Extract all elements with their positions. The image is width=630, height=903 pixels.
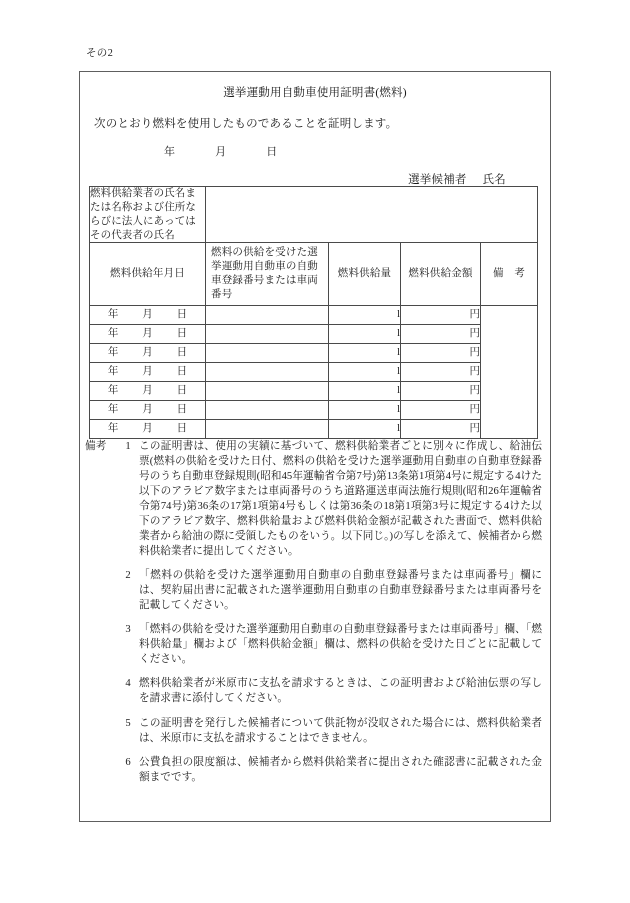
note-item <box>85 716 542 746</box>
document-frame <box>79 71 551 822</box>
candidate-name-label: 氏名 <box>482 174 506 186</box>
cell-fuel-amount[interactable]: 円 <box>401 324 481 343</box>
note-item <box>85 439 542 559</box>
date-part-year: 年 <box>107 422 119 434</box>
date-part-month: 月 <box>142 327 153 339</box>
note-number: 2 <box>125 570 131 582</box>
header-fuel-amount: 燃料供給金額 <box>401 243 481 305</box>
cell-fuel-amount[interactable]: 円 <box>401 400 481 419</box>
header-supply-date: 燃料供給年月日 <box>90 243 206 305</box>
note-text: 「燃料の供給を受けた選挙運動用自動車の自動車登録番号または車両番号」欄には、契約届出書に記載された選挙運動用自動車の自動車登録番号または車両番号を記載してください。 <box>139 570 542 612</box>
note-number: 3 <box>125 624 131 636</box>
date-month-label: 月 <box>215 146 227 158</box>
cell-fuel-quantity[interactable]: l <box>329 381 401 400</box>
page-label: その2 <box>86 48 114 59</box>
date-part-month: 月 <box>142 403 153 415</box>
date-part-day: 日 <box>176 308 188 320</box>
date-part-day: 日 <box>176 346 188 358</box>
table-row <box>90 419 538 438</box>
cell-supply-date[interactable] <box>90 381 206 400</box>
note-number: 5 <box>125 717 131 729</box>
cell-fuel-quantity[interactable]: l <box>329 305 401 324</box>
cell-supply-date[interactable] <box>90 419 206 438</box>
document-title: 選挙運動用自動車使用証明書(燃料) <box>223 87 407 99</box>
header-remarks: 備 考 <box>481 243 538 305</box>
date-year-label: 年 <box>164 146 176 158</box>
table-row <box>90 324 538 343</box>
note-item <box>85 755 542 785</box>
date-part-day: 日 <box>176 327 188 339</box>
cell-vehicle-number[interactable] <box>206 400 329 419</box>
cell-supply-date[interactable] <box>90 324 206 343</box>
note-number: 4 <box>125 678 131 690</box>
date-line <box>164 143 277 159</box>
date-part-year: 年 <box>107 327 119 339</box>
notes-label: 備考 <box>85 441 107 452</box>
cell-fuel-quantity[interactable]: l <box>329 343 401 362</box>
header-vehicle-number: 燃料の供給を受けた選挙運動用自動車の自動車登録番号または車両番号 <box>206 243 329 305</box>
cell-vehicle-number[interactable] <box>206 381 329 400</box>
supplier-row <box>90 187 538 243</box>
cell-supply-date[interactable] <box>90 400 206 419</box>
date-part-year: 年 <box>107 403 119 415</box>
cell-vehicle-number[interactable] <box>206 305 329 324</box>
cell-fuel-amount[interactable]: 円 <box>401 305 481 324</box>
table-row <box>90 305 538 324</box>
cell-remarks[interactable] <box>481 305 538 438</box>
table-row <box>90 381 538 400</box>
note-item <box>85 568 542 613</box>
date-part-year: 年 <box>107 365 119 377</box>
cell-fuel-quantity[interactable]: l <box>329 400 401 419</box>
cell-supply-date[interactable] <box>90 343 206 362</box>
date-part-year: 年 <box>107 346 119 358</box>
cell-vehicle-number[interactable] <box>206 343 329 362</box>
supplier-label-cell: 燃料供給業者の氏名または名称および住所ならびに法人にあってはその代表者の氏名 <box>90 187 206 243</box>
date-part-day: 日 <box>176 422 188 434</box>
note-number: 6 <box>125 756 131 768</box>
candidate-line <box>408 171 506 187</box>
header-fuel-quantity: 燃料供給量 <box>329 243 401 305</box>
date-part-month: 月 <box>142 308 153 320</box>
note-item <box>85 676 542 706</box>
date-part-month: 月 <box>142 422 153 434</box>
cell-fuel-amount[interactable]: 円 <box>401 419 481 438</box>
note-text: この証明書を発行した候補者について供託物が没収された場合には、燃料供給業者は、米原市に支払を請求することはできません。 <box>139 717 542 744</box>
date-day-label: 日 <box>266 146 278 158</box>
note-item <box>85 622 542 667</box>
cell-vehicle-number[interactable] <box>206 419 329 438</box>
cell-fuel-amount[interactable]: 円 <box>401 362 481 381</box>
date-part-day: 日 <box>176 384 188 396</box>
date-part-month: 月 <box>142 346 153 358</box>
cell-fuel-quantity[interactable]: l <box>329 419 401 438</box>
cell-fuel-quantity[interactable]: l <box>329 324 401 343</box>
note-text: 燃料供給業者が米原市に支払を請求するときは、この証明書および給油伝票の写しを請求書に添付してください。 <box>139 678 542 705</box>
date-part-year: 年 <box>107 308 119 320</box>
table-row <box>90 400 538 419</box>
column-header-row <box>90 243 538 305</box>
date-part-year: 年 <box>107 384 119 396</box>
fuel-usage-table <box>89 186 538 439</box>
table-row <box>90 343 538 362</box>
note-text: 公費負担の限度額は、候補者から燃料供給業者に提出された確認書に記載された金額までです。 <box>139 756 542 783</box>
date-part-day: 日 <box>176 365 188 377</box>
candidate-label: 選挙候補者 <box>408 174 467 186</box>
note-text: この証明書は、使用の実績に基づいて、燃料供給業者ごとに別々に作成し、給油伝票(燃料の供給を受けた日付、燃料の供給を受けた選挙運動用自動車の自動車登録番号のうち自動車登録規則(昭和45年運輸省令第7号)第13条第1項第4号に規定する4けた以下のアラビア数字または車両番号のうち道路運送車両法施行規則(昭和26年運輸省令第74号)第36条の17第1項第4号もしくは第36条の18第1項第3号に規定する4けた以下のアラビア数字、燃料供給量および燃料供給金額が記載された書面で、燃料供給業者から給油の際に受領したものをいう。以下同じ。)の写しを添えて、候補者から燃料供給業者に提出してください。 <box>139 441 542 558</box>
cell-supply-date[interactable] <box>90 305 206 324</box>
table-row <box>90 362 538 381</box>
cell-supply-date[interactable] <box>90 362 206 381</box>
cell-vehicle-number[interactable] <box>206 324 329 343</box>
date-part-month: 月 <box>142 384 153 396</box>
certification-statement: 次のとおり燃料を使用したものであることを証明します。 <box>94 118 398 130</box>
cell-fuel-amount[interactable]: 円 <box>401 343 481 362</box>
cell-fuel-amount[interactable]: 円 <box>401 381 481 400</box>
date-part-month: 月 <box>142 365 153 377</box>
supplier-value-cell[interactable] <box>206 187 538 243</box>
cell-fuel-quantity[interactable]: l <box>329 362 401 381</box>
notes-section <box>85 439 542 785</box>
note-number: 1 <box>125 441 131 452</box>
note-text: 「燃料の供給を受けた選挙運動用自動車の自動車登録番号または車両番号」欄、「燃料供給量」欄および「燃料供給金額」欄は、燃料の供給を受けた日ごとに記載してください。 <box>139 624 542 666</box>
date-part-day: 日 <box>176 403 188 415</box>
cell-vehicle-number[interactable] <box>206 362 329 381</box>
